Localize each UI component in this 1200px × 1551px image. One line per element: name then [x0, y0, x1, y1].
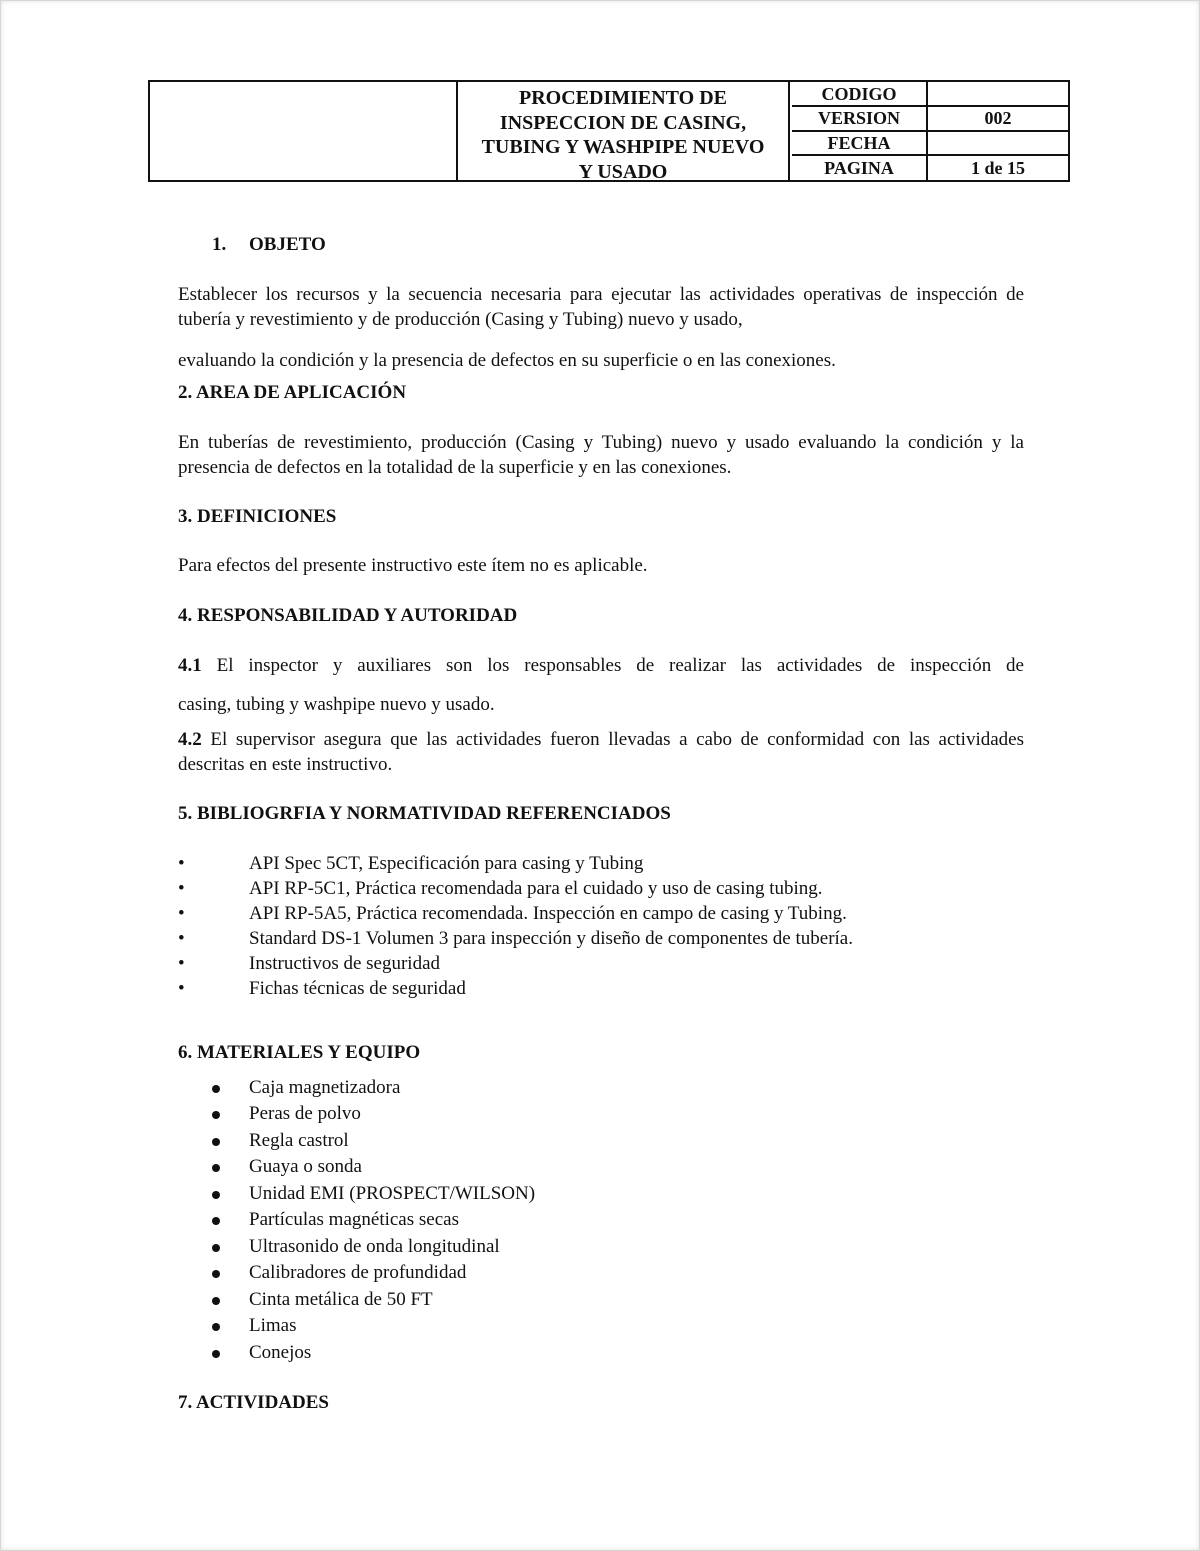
bullet-dot-icon — [212, 1297, 220, 1305]
section-2-paragraph: En tuberías de revestimiento, producción (Casing y Tubing) nuevo y usado evaluando la condición y la presencia de defectos en la totalidad de la superficie y en las conexiones. — [178, 432, 1024, 478]
logo-cell — [150, 82, 458, 180]
material-text: Guaya o sonda — [249, 1156, 362, 1177]
material-text: Ultrasonido de onda longitudinal — [249, 1236, 500, 1257]
bullet-dot-icon — [212, 1350, 220, 1358]
reference-text: API RP-5A5, Práctica recomendada. Inspección en campo de casing y Tubing. — [249, 903, 847, 924]
reference-text: Fichas técnicas de seguridad — [249, 978, 466, 999]
bullet-dot-icon — [212, 1323, 220, 1331]
reference-text: Instructivos de seguridad — [249, 953, 441, 974]
section-3-paragraph: Para efectos del presente instructivo este ítem no es aplicable. — [178, 555, 648, 576]
header-label: CODIGO — [792, 82, 928, 105]
bullet-dot-icon — [212, 1244, 220, 1252]
header-label: FECHA — [792, 132, 928, 154]
section-1-paragraph: Establecer los recursos y la secuencia necesaria para ejecutar las actividades operativas de inspección de tubería y revestimiento y de producción (Casing y Tubing) nuevo y usado, — [178, 284, 1024, 330]
bullet-marker: • — [178, 903, 185, 924]
header-row-version — [792, 107, 1068, 132]
title-line: PROCEDIMIENTO DE — [519, 87, 727, 109]
reference-text: API Spec 5CT, Especificación para casing y Tubing — [249, 853, 644, 874]
section-7-heading: 7. ACTIVIDADES — [178, 1392, 329, 1413]
section-6-heading: 6. MATERIALES Y EQUIPO — [178, 1042, 421, 1063]
bullet-dot-icon — [212, 1085, 220, 1093]
section-4-heading: 4. RESPONSABILIDAD Y AUTORIDAD — [178, 605, 518, 626]
material-text: Conejos — [249, 1342, 312, 1363]
item-number: 4.1 — [178, 655, 202, 676]
header-row-fecha — [792, 132, 1068, 156]
bullet-marker: • — [178, 928, 185, 949]
section-4-item-2 — [178, 727, 1024, 777]
header-row-pagina — [792, 156, 1068, 180]
bullet-dot-icon — [212, 1270, 220, 1278]
section-5-heading: 5. BIBLIOGRFIA Y NORMATIVIDAD REFERENCIADOS — [178, 803, 671, 824]
material-text: Partículas magnéticas secas — [249, 1209, 459, 1230]
bullet-dot-icon — [212, 1138, 220, 1146]
section-1-heading-number: 1. — [212, 234, 227, 255]
bullet-marker: • — [178, 978, 185, 999]
material-text: Cinta metálica de 50 FT — [249, 1289, 433, 1310]
header-value: 002 — [984, 108, 1012, 128]
section-2-heading: 2. AREA DE APLICACIÓN — [178, 382, 407, 403]
section-4-item-1-continued: casing, tubing y washpipe nuevo y usado. — [178, 694, 495, 715]
bullet-marker: • — [178, 953, 185, 974]
material-text: Limas — [249, 1315, 297, 1336]
material-text: Calibradores de profundidad — [249, 1262, 467, 1283]
title-line: Y USADO — [578, 160, 668, 183]
reference-text: Standard DS-1 Volumen 3 para inspección y diseño de componentes de tubería. — [249, 928, 853, 949]
bullet-marker: • — [178, 853, 185, 874]
header-value: 1 de 15 — [971, 158, 1025, 178]
reference-text: API RP-5C1, Práctica recomendada para el cuidado y uso de casing tubing. — [249, 878, 823, 899]
title-line: TUBING Y WASHPIPE NUEVO — [481, 136, 765, 158]
item-text: El inspector y auxiliares son los responsables de realizar las actividades de inspección de — [201, 655, 1024, 676]
material-text: Unidad EMI (PROSPECT/WILSON) — [249, 1183, 536, 1204]
section-3-heading: 3. DEFINICIONES — [178, 506, 337, 527]
material-text: Caja magnetizadora — [249, 1077, 401, 1098]
header-label: VERSION — [792, 107, 928, 130]
section-1-paragraph-continued: evaluando la condición y la presencia de defectos en su superficie o en las conexiones. — [178, 350, 836, 371]
item-number: 4.2 — [178, 729, 202, 750]
material-text: Peras de polvo — [249, 1103, 361, 1124]
header-value — [928, 132, 1068, 154]
item-text: El supervisor asegura que las actividades fueron llevadas a cabo de conformidad con las actividades descritas en este instructivo. — [178, 729, 1024, 775]
header-row-codigo — [792, 82, 1068, 107]
document-title — [458, 82, 790, 183]
bullet-marker: • — [178, 878, 185, 899]
section-1-heading: OBJETO — [249, 234, 326, 255]
material-text: Regla castrol — [249, 1130, 349, 1151]
bullet-dot-icon — [212, 1191, 220, 1199]
bullet-dot-icon — [212, 1164, 220, 1172]
section-4-item-1 — [178, 653, 1024, 678]
title-line: INSPECCION DE CASING, — [499, 111, 747, 134]
document-header-table — [148, 80, 1070, 182]
bullet-dot-icon — [212, 1111, 220, 1119]
bullet-dot-icon — [212, 1217, 220, 1225]
header-label: PAGINA — [792, 156, 928, 180]
header-value — [928, 82, 1068, 105]
